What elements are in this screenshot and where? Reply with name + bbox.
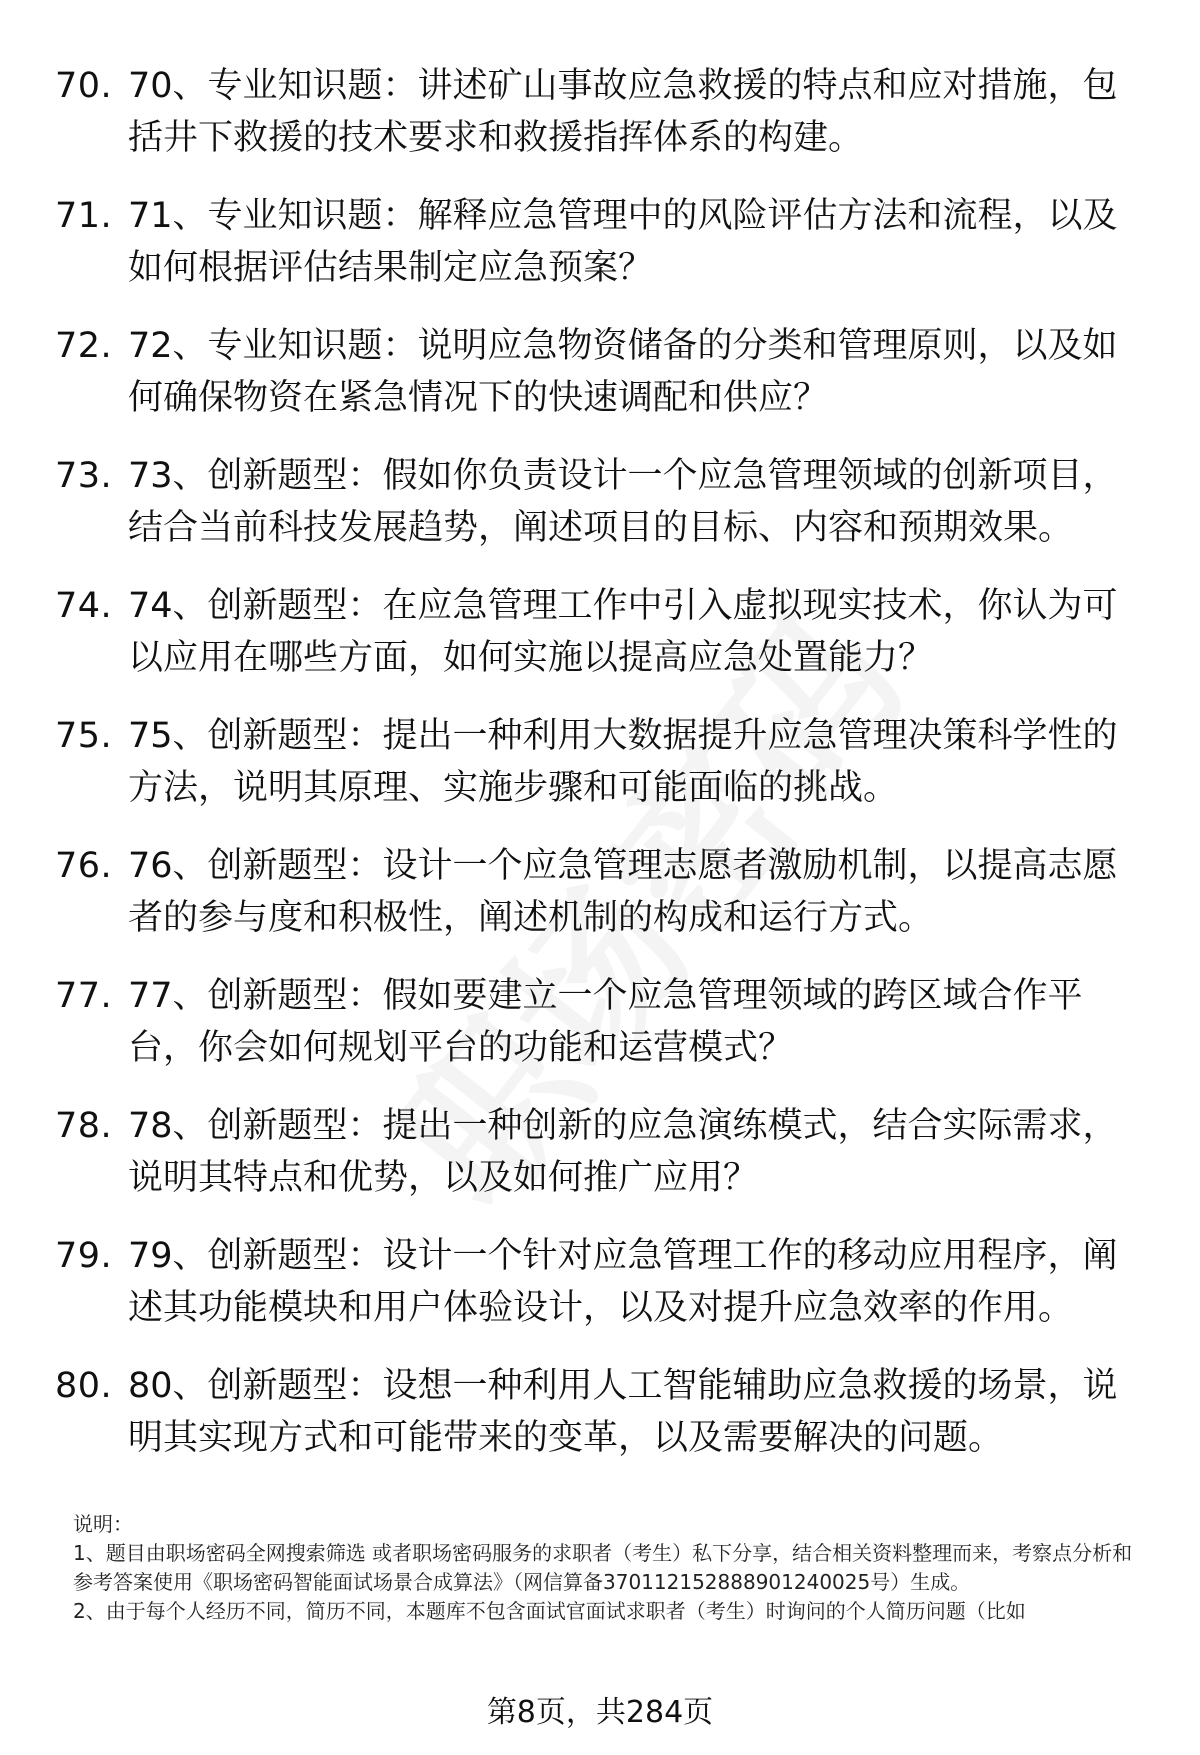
question-number: 77. xyxy=(55,976,113,1016)
question-item xyxy=(0,1230,1200,1360)
question-list xyxy=(0,60,1200,1490)
question-number: 71. xyxy=(55,196,113,236)
question-number: 73. xyxy=(55,456,113,496)
question-number: 72. xyxy=(55,326,113,366)
question-item xyxy=(0,190,1200,320)
notes-section xyxy=(73,1510,1148,1626)
question-number: 75. xyxy=(55,716,113,756)
question-text: 78、创新题型：提出一种创新的应急演练模式，结合实际需求，说明其特点和优势，以及如何推广应用？ xyxy=(128,1106,1118,1198)
question-number: 70. xyxy=(55,66,113,106)
question-text: 72、专业知识题：说明应急物资储备的分类和管理原则，以及如何确保物资在紧急情况下的快速调配和供应？ xyxy=(128,326,1118,418)
question-item xyxy=(0,320,1200,450)
question-text: 71、专业知识题：解释应急管理中的风险评估方法和流程，以及如何根据评估结果制定应急预案？ xyxy=(128,196,1118,288)
question-text: 77、创新题型：假如要建立一个应急管理领域的跨区域合作平台，你会如何规划平台的功能和运营模式？ xyxy=(128,976,1083,1068)
question-number: 74. xyxy=(55,586,113,626)
question-text: 74、创新题型：在应急管理工作中引入虚拟现实技术，你认为可以应用在哪些方面，如何实施以提高应急处置能力？ xyxy=(128,586,1118,678)
question-item xyxy=(0,60,1200,190)
question-text: 73、创新题型：假如你负责设计一个应急管理领域的创新项目，结合当前科技发展趋势，阐述项目的目标、内容和预期效果。 xyxy=(128,456,1118,548)
question-item xyxy=(0,580,1200,710)
question-text: 70、专业知识题：讲述矿山事故应急救援的特点和应对措施，包括井下救援的技术要求和救援指挥体系的构建。 xyxy=(128,66,1118,158)
question-item xyxy=(0,450,1200,580)
notes-heading: 说明： xyxy=(73,1512,133,1536)
question-item xyxy=(0,970,1200,1100)
question-item xyxy=(0,840,1200,970)
question-text: 76、创新题型：设计一个应急管理志愿者激励机制，以提高志愿者的参与度和积极性，阐述机制的构成和运行方式。 xyxy=(128,846,1118,938)
question-number: 79. xyxy=(55,1236,113,1276)
question-text: 75、创新题型：提出一种利用大数据提升应急管理决策科学性的方法，说明其原理、实施步骤和可能面临的挑战。 xyxy=(128,716,1118,808)
question-item xyxy=(0,710,1200,840)
question-text: 79、创新题型：设计一个针对应急管理工作的移动应用程序，阐述其功能模块和用户体验设计，以及对提升应急效率的作用。 xyxy=(128,1236,1118,1328)
notes-item: 2、由于每个人经历不同，简历不同，本题库不包含面试官面试求职者（考生）时询问的个人简历问题（比如 xyxy=(73,1599,1026,1623)
notes-item: 1、题目由职场密码全网搜索筛选 或者职场密码服务的求职者（考生）私下分享，结合相关资料整理而来，考察点分析和参考答案使用《职场密码智能面试场景合成算法》（网信算备370112152888901240025号）生成。 xyxy=(73,1541,1133,1594)
question-number: 76. xyxy=(55,846,113,886)
question-number: 78. xyxy=(55,1106,113,1146)
page-number-footer: 第8页，共284页 xyxy=(486,1695,714,1730)
question-item xyxy=(0,1360,1200,1490)
question-text: 80、创新题型：设想一种利用人工智能辅助应急救援的场景，说明其实现方式和可能带来的变革，以及需要解决的问题。 xyxy=(128,1366,1118,1458)
question-number: 80. xyxy=(55,1366,113,1406)
question-item xyxy=(0,1100,1200,1230)
